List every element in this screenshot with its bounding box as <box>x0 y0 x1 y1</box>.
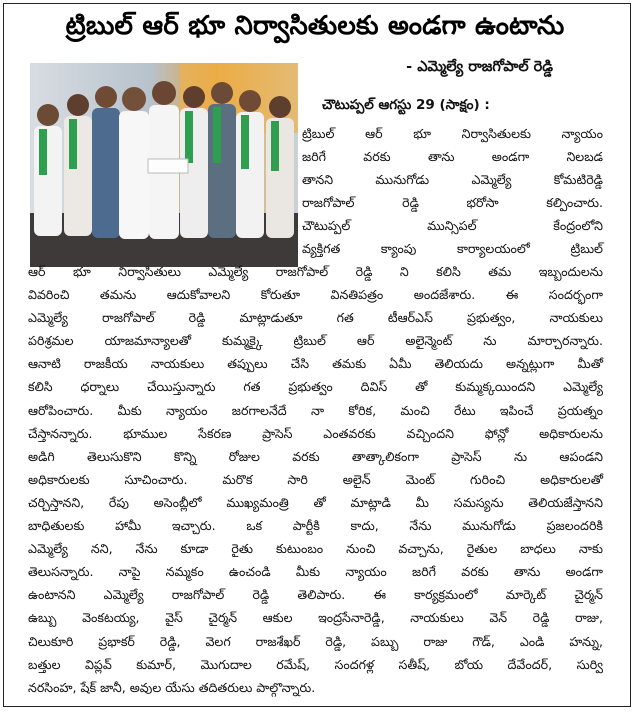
article-line: వివరించి తమను ఆదుకోవాలని కోరుతూ వినతిపత్రం అందజేశారు. ఈ సందర్భంగా <box>28 287 603 303</box>
article-line: ఆరోపించారు. మీకు న్యాయం జరగాలనేదే నా కోరిక, మంచి రేటు ఇపించే ప్రయత్నం <box>28 402 603 418</box>
article-line: చర్చిస్తానని, రేపు అసెంబ్లీలో ముఖ్యమంత్రి తో మాట్లాడి మీ సమస్యను తెలియజేస్తానని <box>28 494 603 510</box>
wrapped-text-column <box>302 122 603 261</box>
article-line: నరసింహ, షేక్ జానీ, అవుల యేసు తదితరులు పాల్గొన్నారు. <box>28 679 316 695</box>
article-line: తానని మునుగోడు ఎమ్మెల్యే కోమటిరెడ్డి <box>302 172 603 188</box>
article-line: ఉంటానని ఎమ్మెల్యే రాజగోపాల్ రెడ్డి తెలిపారు. ఈ కార్యక్రమంలో మార్కెట్ చైర్మన్ <box>28 587 603 603</box>
dateline: చౌటుప్పల్ ఆగస్టు 29 (సాక్షం) : <box>322 97 490 113</box>
byline: - ఎమ్మెల్యే రాజగోపాల్ రెడ్డి <box>406 59 553 75</box>
article-line: ఎమ్మెల్యే నని, నేను కూడా రైతు కుటుంబం నుంచి వచ్చాను, రైతుల బాధలు నాకు <box>28 541 603 557</box>
article-line: బాధితులకు హామీ ఇచ్చారు. ఒక పార్టీకి కాదు, నేను మునుగోడు ప్రజలందరికి <box>28 518 603 534</box>
article-line: వ్యక్తిగత క్యాంపు కార్యాలయంలో ట్రిబుల్ <box>302 241 603 257</box>
article-line: బత్తుల విప్లవ్ కుమార్, మొగుదాల రమేష్, సందగళ్ల సతీష్, బోయ దేవేందర్, సుర్వి <box>28 656 603 672</box>
news-photo <box>30 63 298 267</box>
headline: ట్రిబుల్ ఆర్ భూ నిర్వాసితులకు అండగా ఉంటాను <box>65 11 565 41</box>
article-line: ఆర్ భూ నిర్వాసితులు ఎమ్మెల్యే రాజగోపాల్ రెడ్డి ని కలిసి తమ ఇబ్బందులను <box>28 264 603 279</box>
article-line: పరిశ్రమల యాజమాన్యాలతో కుమ్మక్కై ట్రిబుల్ ఆర్ అలైన్మెంట్ ను మార్చారన్నారు. <box>28 333 603 349</box>
article-line: రాజగోపాల్ రెడ్డి భరోసా కల్పించారు. <box>302 195 603 211</box>
article-line: ఉబ్బు వెంకటయ్య, వైస్ చైర్మన్ ఆకుల ఇంద్రసేనారెడ్డి, నాయకులు వెన్ రెడ్డి రాజు, <box>28 610 603 626</box>
article-line: చిలుకూరి ప్రభాకర్ రెడ్డి, వెలగ రాజశేఖర్ రెడ్డి, పబ్బు రాజు గౌడ్, ఎండి హన్ను, <box>28 633 603 649</box>
article-body <box>28 260 603 699</box>
article-line: ట్రిబుల్ ఆర్ భూ నిర్వాసితులకు న్యాయం <box>302 126 603 141</box>
group-photo-illustration <box>30 63 298 267</box>
article-line: కలిసి ధర్నాలు చేయిస్తున్నారు గత ప్రభుత్వం దివిస్ తో కుమ్మక్కయిందని ఎమ్మెల్యే <box>28 379 603 395</box>
article-line: జరిగే వరకు తాను అండగా నిలబడ <box>302 149 603 165</box>
article-line: ఎమ్మెల్యే రాజగోపాల్ రెడ్డి మాట్లాడుతూ గత టీఆర్ఎస్ ప్రభుత్వం, నాయకులు <box>28 310 603 326</box>
article-line: చౌటుప్పల్ మున్సిపల్ కేంద్రంలోని <box>302 218 603 234</box>
article-line: చేస్తానన్నారు. భూముల సేకరణ ప్రాసెస్ ఎంతవరకు వచ్చిందని ఫోన్లో అధికారులను <box>28 425 603 441</box>
article-line: తెలుసన్నారు. నాపై నమ్మకం ఉంచండి మీకు న్యాయం జరిగే వరకు తాను అండగా <box>28 564 603 580</box>
article-line: ఆనాటి రాజకీయ నాయకులు తప్పులు చేసి తమకు ఏమీ తెలియదు అన్నట్లుగా మీతో <box>28 356 603 372</box>
article-line: అడిగి తెలుసుకొని కొన్ని రోజుల వరకు తాత్కాలికంగా ప్రాసెస్ ను ఆపండని <box>28 448 603 464</box>
article-line: అధికారులకు సూచించారు. మరొక సారి అలైన్ మెంట్ గురించి అధికారులతో <box>28 471 603 487</box>
